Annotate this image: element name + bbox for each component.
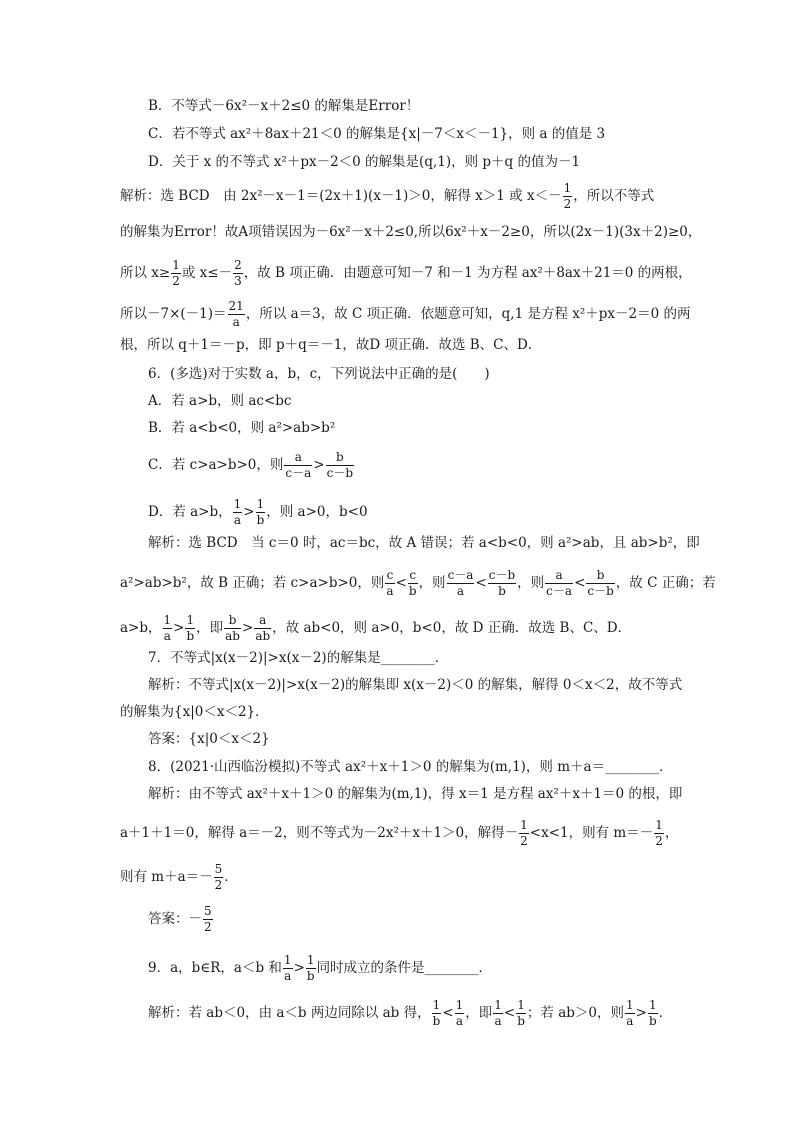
fraction: $\frac{1}{b}$ bbox=[186, 613, 195, 643]
fraction: $\frac{c-a}{a}$ bbox=[447, 568, 474, 598]
fraction: $\frac{1}{2}$ bbox=[655, 818, 663, 848]
fraction: $\frac{1}{a}$ bbox=[625, 998, 634, 1028]
q6-option-a: A．若 a>b，则 ac<bc bbox=[148, 393, 292, 409]
fraction: $\frac{b}{c-b}$ bbox=[587, 568, 614, 598]
option-b: B．不等式－6x²－x＋2≤0 的解集是Error！ bbox=[148, 98, 420, 114]
fraction: $\frac{1}{a}$ bbox=[455, 998, 464, 1028]
question-7: 7．不等式|x(x－2)|>x(x－2)的解集是________． bbox=[148, 650, 449, 666]
question-9: 9．a，b∈R，a＜b 和 $\frac{1}{a}$ > $\frac{1}{b}$ 同时成立的条件是________． bbox=[148, 953, 493, 983]
solution-5-line-1: 解析：选 BCD 由 2x²－x－1＝(2x＋1)(x－1)＞0，解得 x＞1 或 x＜－ $\frac{1}{2}$ ，所以不等式 bbox=[120, 181, 655, 211]
option-c: C．若不等式 ax²＋8ax＋21＜0 的解集是{x|－7＜x＜－1}，则 a 的值是 3 bbox=[148, 126, 606, 142]
fraction: $\frac{1}{b}$ bbox=[256, 497, 265, 527]
q6-option-c: C．若 c>a>b>0，则 $\frac{a}{c-a}$ > $\frac{b}{c-b}$ bbox=[148, 450, 354, 480]
solution-5-line-4: 所以－7×(－1)＝ $\frac{21}{a}$ ，所以 a＝3，故 C 项正确．依题意可知，q,1 是方程 x²＋px－2＝0 的两 bbox=[120, 299, 691, 329]
question-6: 6．(多选)对于实数 a，b，c，下列说法中正确的是( ) bbox=[148, 366, 490, 382]
fraction: $\frac{a}{c-a}$ bbox=[546, 568, 573, 598]
fraction: $\frac{1}{2}$ bbox=[172, 258, 180, 288]
fraction: $\frac{b}{ab}$ bbox=[225, 613, 240, 643]
fraction: $\frac{5}{2}$ bbox=[204, 904, 212, 934]
solution-6-line-1: 解析：选 BCD 当 c＝0 时，ac＝bc，故 A 错误；若 a<b<0，则 a²>ab，且 ab>b²，即 bbox=[148, 535, 700, 551]
solution-6-line-3: a>b， $\frac{1}{a}$ > $\frac{1}{b}$ ，即 $\frac{b}{ab}$ > $\frac{a}{ab}$ ，故 ab<0，则 a>0，b<0，故 D 正确．故选 B、C、D． bbox=[120, 613, 632, 643]
fraction: $\frac{c}{a}$ bbox=[386, 568, 394, 598]
solution-8-line-3: 则有 m＋a＝－ $\frac{5}{2}$ ． bbox=[120, 862, 238, 892]
answer-8: 答案：－ $\frac{5}{2}$ bbox=[148, 904, 212, 934]
solution-6-line-2: a²>ab>b²，故 B 正确；若 c>a>b>0，则 $\frac{c}{a}$ < $\frac{c}{b}$ ，则 $\frac{c-a}{a}$ < $\frac{c-b}{b}$ ，则 $\frac{a}{c-a}$ < $\frac{b}{c-b}$ ，故 C 正确；若 bbox=[120, 568, 716, 598]
solution-7-line-2: 的解集为{x|0＜x＜2}． bbox=[120, 704, 269, 720]
q6-option-d: D．若 a>b， $\frac{1}{a}$ > $\frac{1}{b}$ ，则 a>0，b<0 bbox=[148, 497, 368, 527]
fraction: $\frac{1}{a}$ bbox=[283, 953, 292, 983]
solution-7-line-1: 解析：不等式|x(x－2)|>x(x－2)的解集即 x(x－2)＜0 的解集，解得 0＜x＜2，故不等式 bbox=[148, 677, 683, 693]
question-8: 8．(2021·山西临汾模拟)不等式 ax²＋x＋1＞0 的解集为(m,1)，则 m＋a＝________． bbox=[148, 759, 673, 775]
fraction: $\frac{a}{c-a}$ bbox=[285, 450, 312, 480]
fraction: $\frac{2}{3}$ bbox=[234, 258, 242, 288]
answer-7: 答案：{x|0＜x＜2} bbox=[148, 731, 270, 747]
fraction: $\frac{b}{c-b}$ bbox=[326, 450, 354, 480]
fraction: $\frac{a}{ab}$ bbox=[255, 613, 271, 643]
fraction: $\frac{1}{2}$ bbox=[563, 181, 572, 211]
option-d: D．关于 x 的不等式 x²＋px－2＜0 的解集是(q,1)，则 p＋q 的值为－1 bbox=[148, 154, 581, 170]
solution-5-line-3: 所以 x≥ $\frac{1}{2}$ 或 x≤－ $\frac{2}{3}$ ，故 B 项正确．由题意可知－7 和－1 为方程 ax²＋8ax＋21＝0 的两根， bbox=[120, 258, 692, 288]
fraction: $\frac{1}{a}$ bbox=[163, 613, 172, 643]
solution-8-line-1: 解析：由不等式 ax²＋x＋1＞0 的解集为(m,1)，得 x＝1 是方程 ax²＋x＋1＝0 的根，即 bbox=[148, 786, 683, 802]
solution-5-line-5: 根，所以 q＋1＝－p，即 p＋q＝－1，故D 项正确．故选 B、C、D． bbox=[120, 337, 542, 353]
solution-8-line-2: a＋1＋1＝0，解得 a＝－2，则不等式为－2x²＋x＋1＞0，解得－ $\frac{1}{2}$ <x<1，则有 m＝－ $\frac{1}{2}$ ， bbox=[120, 818, 679, 848]
fraction: $\frac{1}{a}$ bbox=[233, 497, 242, 527]
solution-5-line-2: 的解集为Error！故A项错误因为－6x²－x＋2≤0,所以6x²＋x－2≥0，所以(2x－1)(3x＋2)≥0， bbox=[120, 224, 702, 240]
fraction: $\frac{5}{2}$ bbox=[214, 862, 223, 892]
fraction: $\frac{1}{b}$ bbox=[306, 953, 315, 983]
solution-9-line-1: 解析：若 ab＜0，由 a＜b 两边同除以 ab 得， $\frac{1}{b}$ < $\frac{1}{a}$ ，即 $\frac{1}{a}$ < $\frac{1}{b}$ ；若 ab＞0，则 $\frac{1}{a}$ > $\frac{1}{b}$ ． bbox=[148, 998, 673, 1028]
fraction: $\frac{1}{b}$ bbox=[648, 998, 657, 1028]
fraction: $\frac{1}{2}$ bbox=[520, 818, 528, 848]
fraction: $\frac{1}{a}$ bbox=[494, 998, 502, 1028]
fraction: $\frac{21}{a}$ bbox=[228, 299, 244, 329]
fraction: $\frac{c-b}{b}$ bbox=[488, 568, 516, 598]
fraction: $\frac{1}{b}$ bbox=[432, 998, 441, 1028]
fraction: $\frac{c}{b}$ bbox=[408, 568, 417, 598]
fraction: $\frac{1}{b}$ bbox=[517, 998, 525, 1028]
q6-option-b: B．若 a<b<0，则 a²>ab>b² bbox=[148, 420, 336, 436]
